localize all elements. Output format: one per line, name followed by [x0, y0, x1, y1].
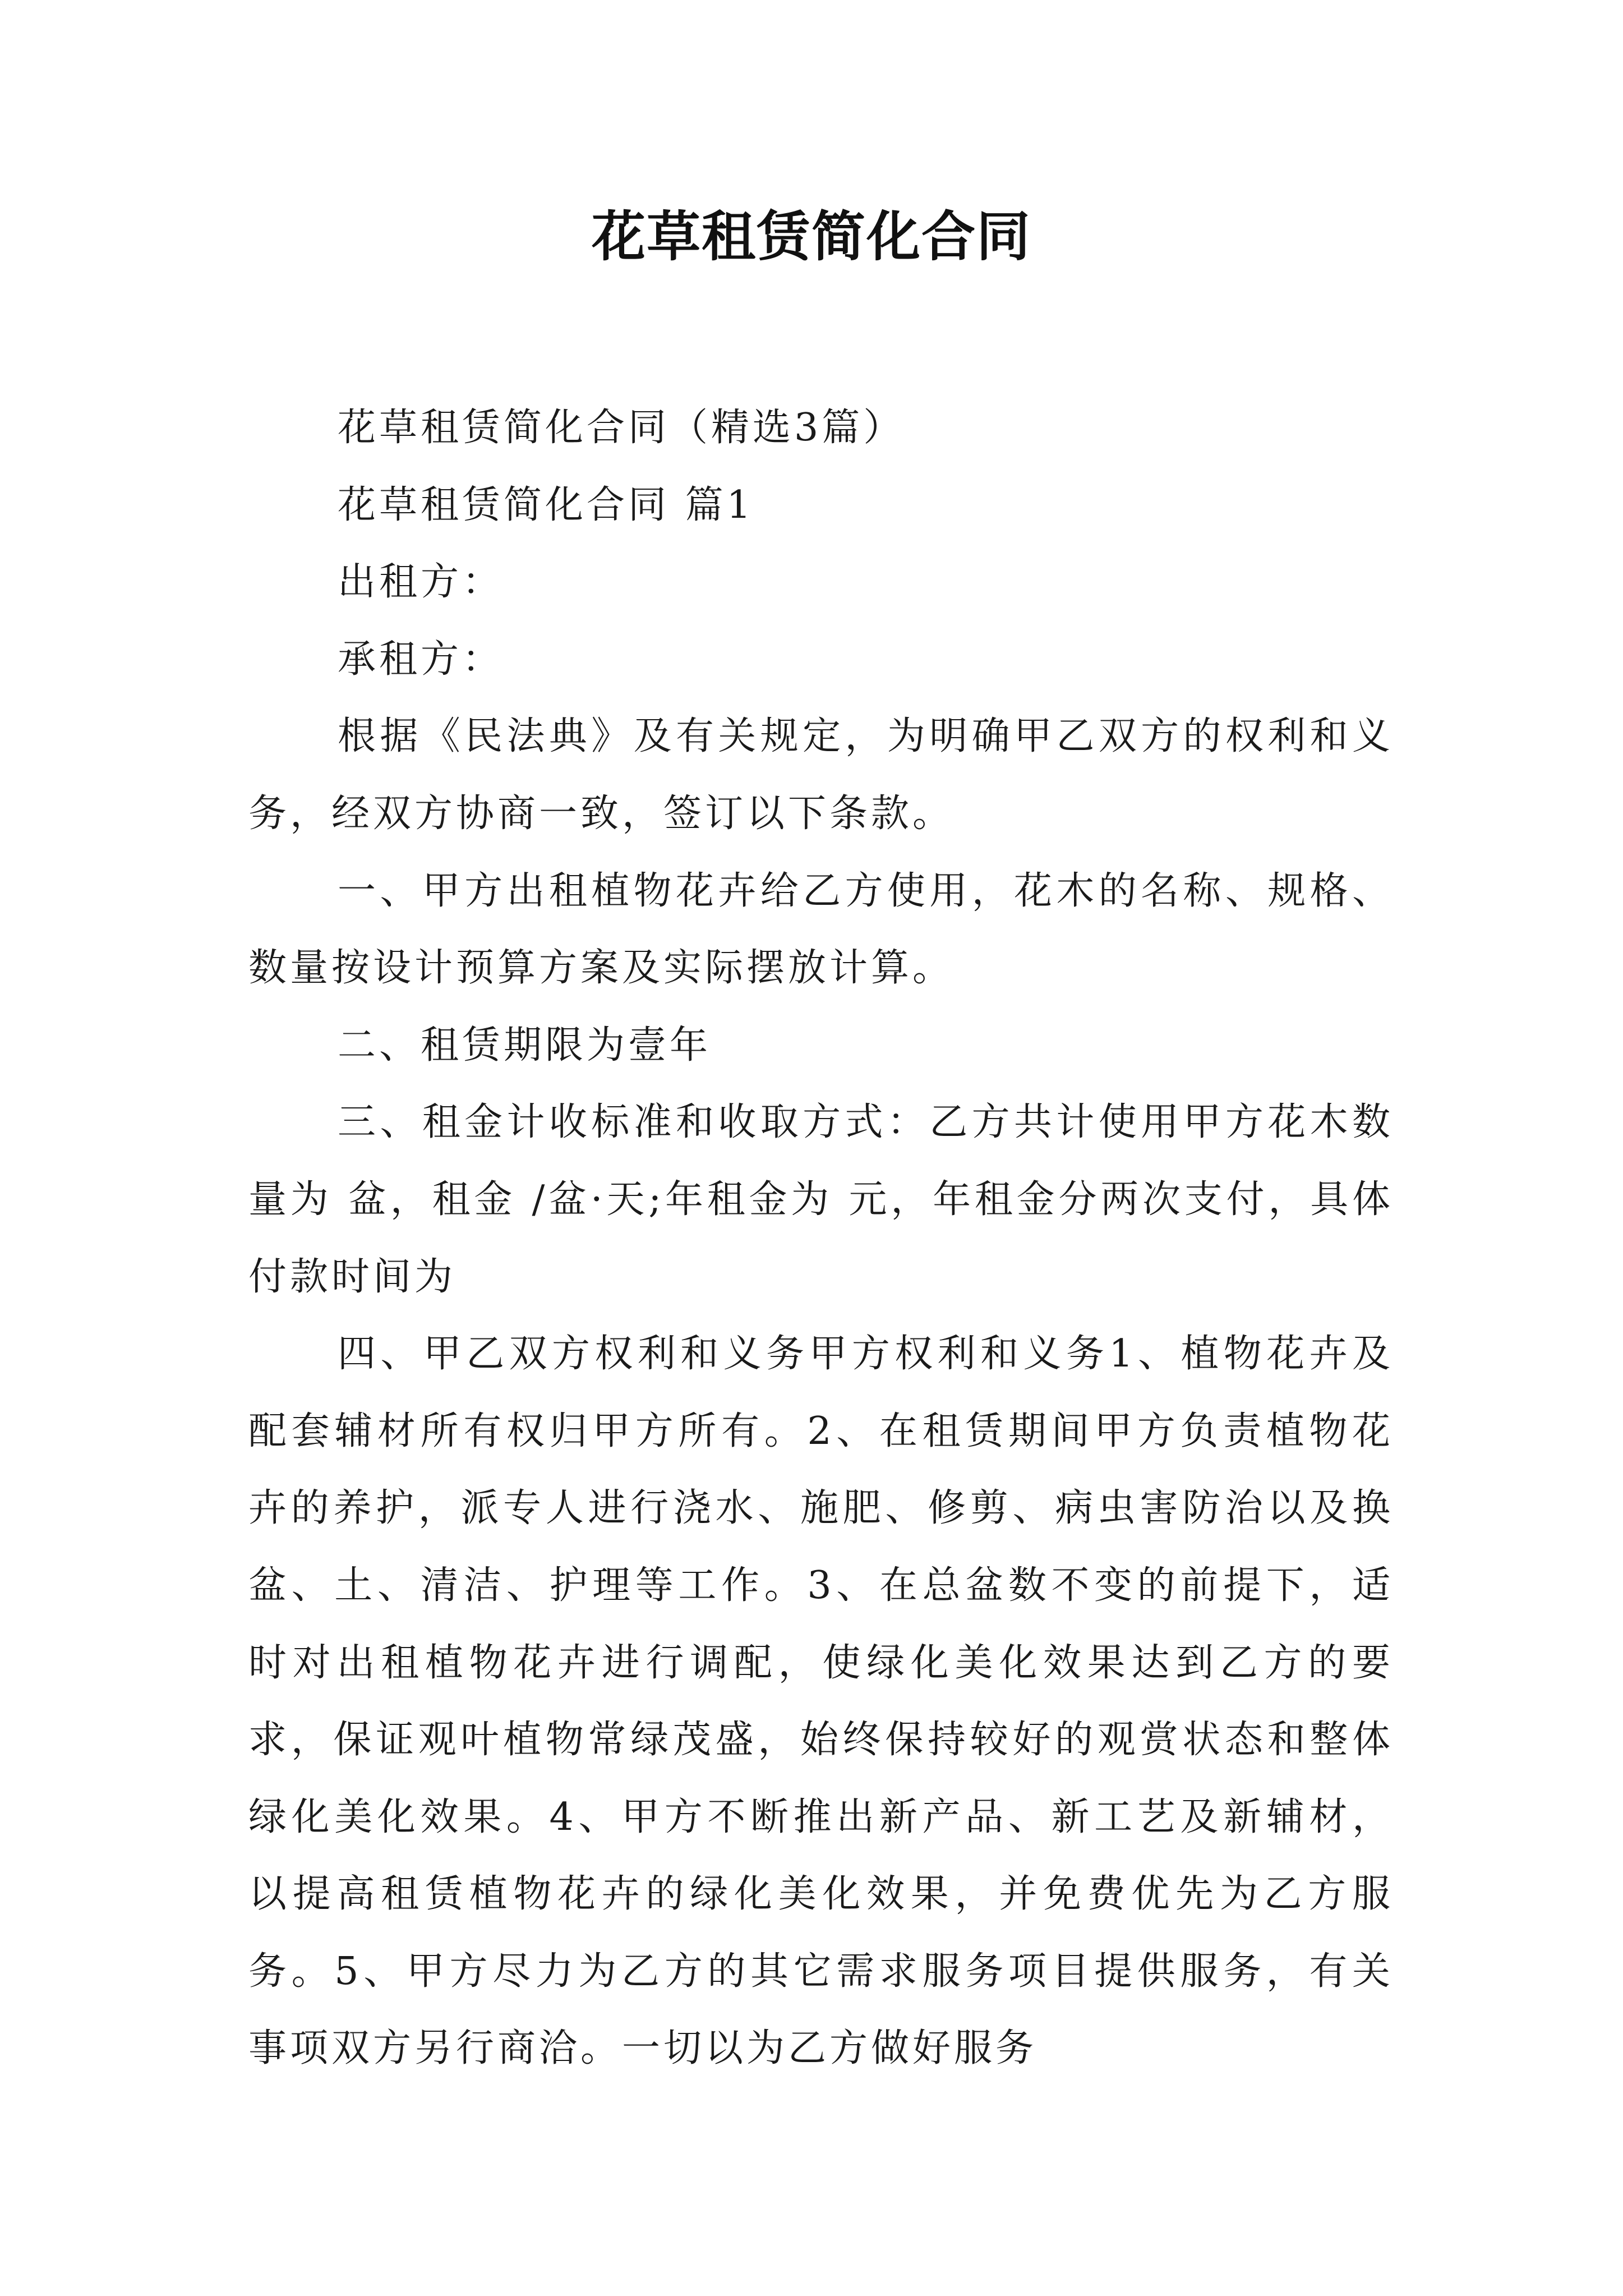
clause-one: 一、甲方出租植物花卉给乙方使用，花木的名称、规格、数量按设计预算方案及实际摆放计算。 — [248, 868, 1394, 991]
clause-two: 二、租赁期限为壹年 — [338, 1023, 712, 1068]
preamble-paragraph: 根据《民法典》及有关规定，为明确甲乙双方的权利和义务，经双方协商一致，签订以下条款。 — [248, 714, 1394, 836]
lessor-line: 出租方： — [338, 560, 504, 605]
document-title: 花草租赁简化合同 — [592, 205, 1031, 268]
lessee-line: 承租方： — [338, 637, 504, 682]
subtitle-selection: 花草租赁简化合同（精选3篇） — [338, 406, 905, 450]
clause-three: 三、租金计收标准和收取方式：乙方共计使用甲方花木数量为 盆，租金 /盆·天;年租金为 元，年租金分两次支付，具体付款时间为 — [248, 1100, 1394, 1299]
section-heading: 花草租赁简化合同 篇1 — [338, 482, 754, 527]
clause-four: 四、甲乙双方权利和义务甲方权利和义务1、植物花卉及配套辅材所有权归甲方所有。2、在租赁期间甲方负责植物花卉的养护，派专人进行浇水、施肥、修剪、病虫害防治以及换盆、土、清洁、护理等工作。3、在总盆数不变的前提下，适时对出租植物花卉进行调配，使绿化美化效果达到乙方的要求，保证观叶植物常绿茂盛，始终保持较好的观赏状态和整体绿化美化效果。4、甲方不断推出新产品、新工艺及新辅材，以提高租赁植物花卉的绿化美化效果，并免费优先为乙方服务。5、甲方尽力为乙方的其它需求服务项目提供服务，有关事项双方另行商洽。一切以为乙方做好服务 — [248, 1332, 1394, 2071]
document-body — [248, 389, 1394, 2087]
